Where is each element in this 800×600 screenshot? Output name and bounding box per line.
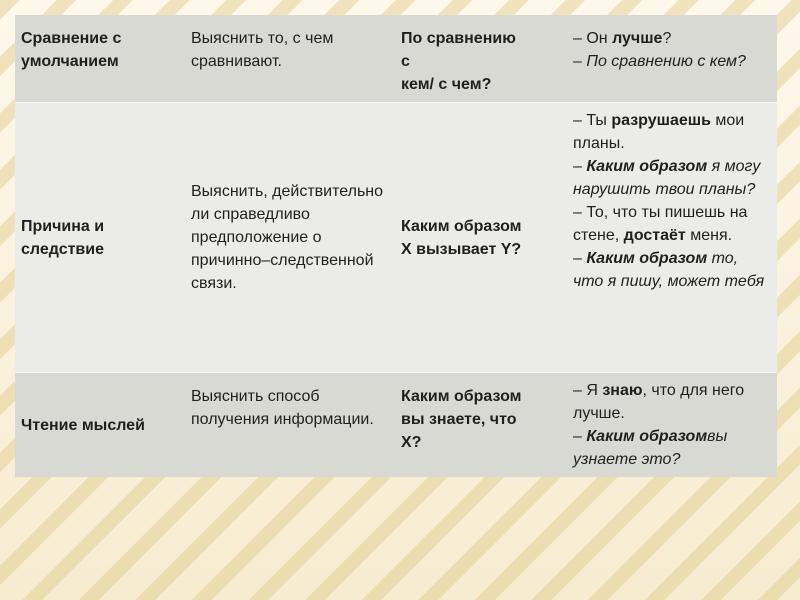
example-text: Каким образом [586,158,708,175]
example-text: – [573,250,587,267]
pattern-name-cell: Причина и следствие [15,103,185,373]
example-text: – По сравнению с кем? [573,53,746,70]
example-text: меня. [685,227,733,244]
table-row [15,373,777,478]
example-line [573,50,771,73]
example-text: – Ты [573,112,612,129]
question-line: Каким образом [401,388,522,405]
example-text: то, что я пишу, может тебя [573,250,765,290]
example-text: – То, что ты пишешь на стене, [573,204,748,244]
purpose-cell: Выяснить то, с чем сравнивают. [185,15,395,103]
question-cell [395,373,567,478]
example-text: достаёт [623,227,686,244]
example-line [573,27,771,50]
example-text: ? [662,30,672,47]
table-row [15,15,777,103]
question-line: Каким образом [401,217,522,235]
example-text: вы узнаете это? [573,428,728,468]
example-line [573,247,771,293]
example-line [573,201,771,247]
example-text: разрушаешь [611,112,711,129]
example-line [573,425,771,471]
example-text: мои планы. [573,112,745,152]
question-cell [395,103,567,373]
question-line: X? [401,434,422,451]
example-cell [567,103,777,373]
example-cell [567,15,777,103]
example-line [573,379,771,425]
example-line [573,155,771,201]
pattern-name-cell: Сравнение с умолчанием [15,15,185,103]
purpose-cell: Выяснить, действительно ли справедливо предположение о причинно–следственной связи. [185,103,395,373]
example-text: знаю [602,382,643,399]
question-line: вы знаете, что [401,411,517,428]
example-cell [567,373,777,478]
example-text: – Я [573,382,603,399]
example-line [573,109,771,155]
example-text: – Он [573,30,613,47]
example-text: Каким образом [586,250,708,267]
question-line: X вызывает Y? [401,240,522,258]
question-line: с [401,53,410,70]
example-text: Каким образом [586,428,708,445]
table-row [15,103,777,373]
example-text: – [573,158,587,175]
pattern-name-cell: Чтение мыслей [15,373,185,478]
comparison-table [15,15,777,468]
question-line: кем/ с чем? [401,76,492,93]
example-text: лучше [612,30,663,47]
purpose-cell: Выяснить способ получения информации. [185,373,395,478]
example-text: , что для него лучше. [573,382,745,422]
example-text: – [573,428,587,445]
example-text: я могу нарушить твои планы? [573,158,761,198]
meta-model-table [15,15,777,477]
question-line: По сравнению [401,30,516,47]
question-cell [395,15,567,103]
